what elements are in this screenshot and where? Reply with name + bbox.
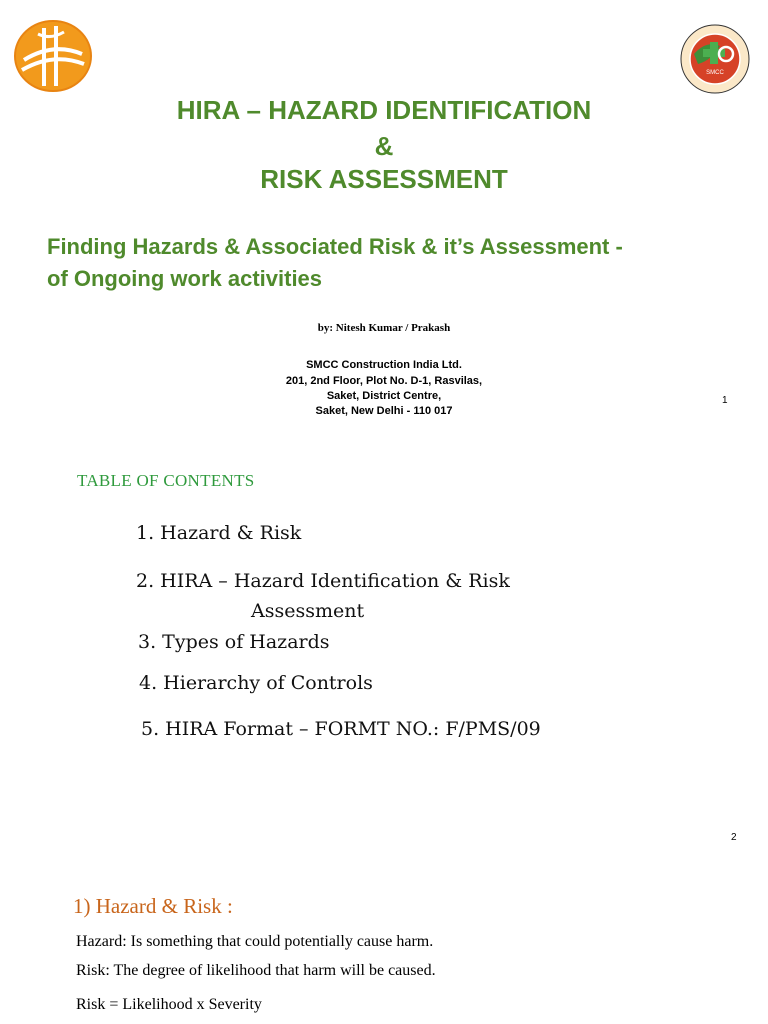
title-slide — [0, 0, 768, 430]
risk-definition: Risk: The degree of likelihood that harm will be caused. — [76, 962, 436, 979]
toc-item: 1. Hazard & Risk — [136, 522, 302, 544]
toc-item: 3. Types of Hazards — [138, 631, 330, 653]
hazard-risk-slide — [0, 860, 768, 1024]
hazard-definition: Hazard: Is something that could potentially cause harm. — [76, 933, 434, 950]
section-heading: 1) Hazard & Risk : — [73, 894, 233, 918]
subtitle-line-1: Finding Hazards & Associated Risk & it’s Assessment - — [47, 234, 623, 259]
address-line-2: 201, 2nd Floor, Plot No. D-1, Rasvilas, — [285, 375, 483, 387]
title-line-1: HIRA – HAZARD IDENTIFICATION — [176, 95, 592, 125]
toc-item: 5. HIRA Format – FORMT NO.: F/PMS/09 — [141, 718, 541, 740]
company-logo-icon — [14, 20, 92, 92]
address-line-4: Saket, New Delhi - 110 017 — [315, 405, 453, 417]
toc-item-continuation: Assessment — [251, 600, 365, 622]
toc-item: 4. Hierarchy of Controls — [139, 672, 373, 694]
badge-center-text: SMCC — [706, 70, 724, 76]
toc-item: 2. HIRA – Hazard Identification & Risk — [136, 570, 510, 592]
title-line-3: RISK ASSESSMENT — [260, 164, 508, 194]
risk-formula: Risk = Likelihood x Severity — [76, 996, 262, 1013]
page-number: 1 — [722, 395, 728, 406]
hsqe-badge-icon — [676, 24, 754, 94]
contents-slide — [0, 430, 768, 860]
title-line-2: & — [374, 131, 394, 161]
page-number: 2 — [731, 832, 737, 843]
subtitle-line-2: of Ongoing work activities — [47, 266, 323, 291]
byline: by: Nitesh Kumar / Prakash — [317, 322, 451, 334]
address-line-3: Saket, District Centre, — [326, 390, 442, 402]
toc-heading: TABLE OF CONTENTS — [77, 471, 255, 490]
address-line-1: SMCC Construction India Ltd. — [306, 359, 462, 371]
